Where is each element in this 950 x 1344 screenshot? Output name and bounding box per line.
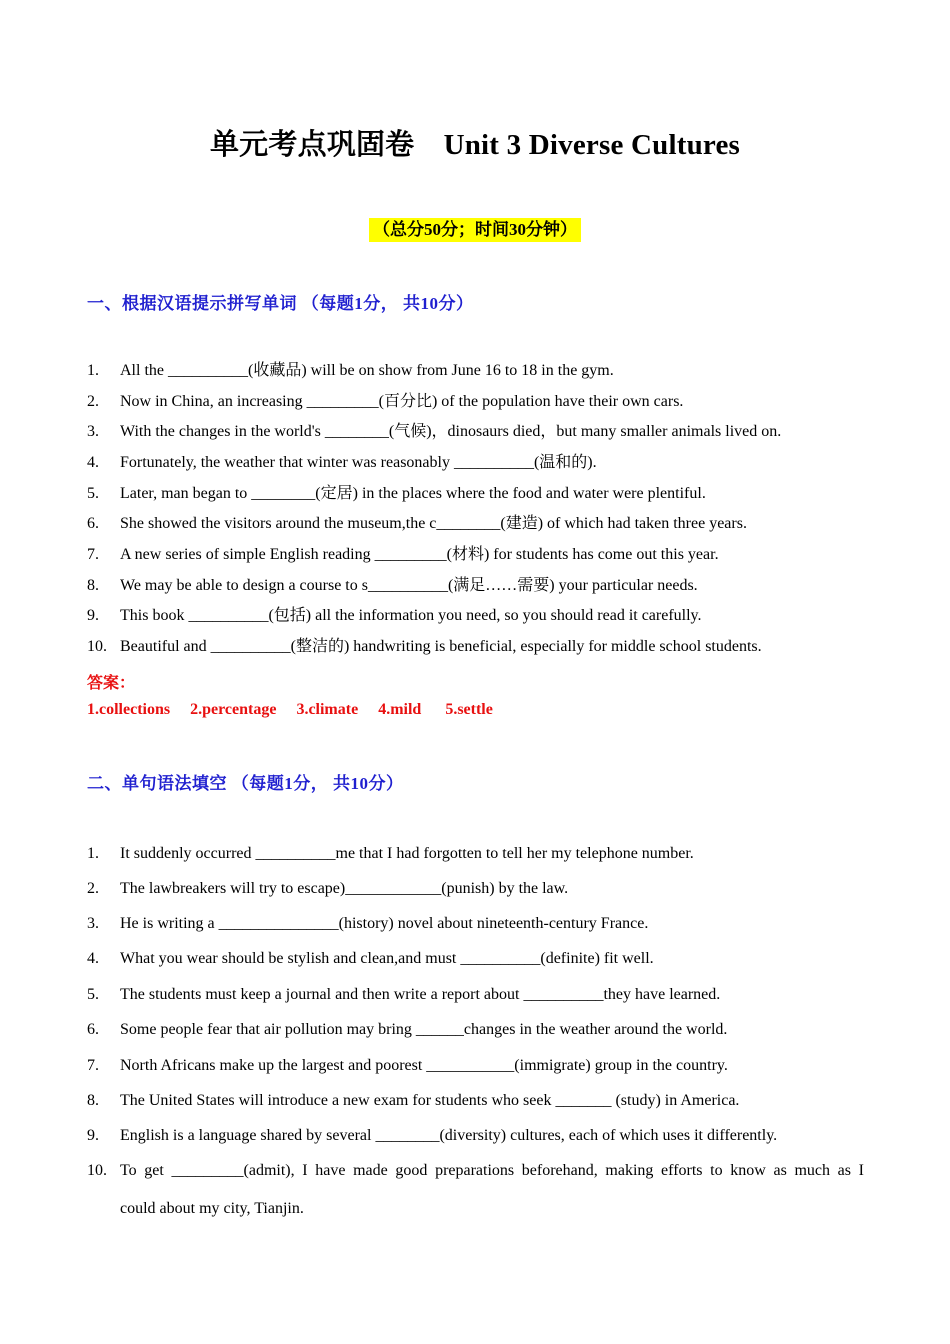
s1-question-8: 8. We may be able to design a course to s__________(满足……需要) your particular needs. [87, 577, 698, 594]
s1-question-2: 2. Now in China, an increasing _________(百分比) of the population have their own cars. [87, 393, 684, 410]
answer-item: 1.collections [87, 701, 171, 718]
answer-item: 3.climate [296, 701, 359, 718]
s2-question-2: 2. The lawbreakers will try to escape)____________(punish) by the law. [87, 880, 569, 897]
s2-question-7: 7. North Africans make up the largest and poorest ___________(immigrate) group in the country. [87, 1057, 728, 1074]
s1-question-10: 10. Beautiful and __________(整洁的) handwriting is beneficial, especially for middle school students. [87, 638, 762, 655]
s1-question-6: 6. She showed the visitors around the museum,the c________(建造) of which had taken three years. [87, 515, 747, 532]
s2-question-8: 8. The United States will introduce a new exam for students who seek _______ (study) in America. [87, 1092, 740, 1109]
s2-question-6: 6. Some people fear that air pollution may bring ______changes in the weather around the world. [87, 1021, 728, 1038]
s1-question-7: 7. A new series of simple English reading _________(材料) for students has come out this year. [87, 546, 719, 563]
s1-question-3: 3. With the changes in the world's ________(气候)，dinosaurs died，but many smaller animals lived on. [87, 423, 782, 440]
s2-question-10: 10. To get _________(admit), I have made good preparations beforehand, making efforts to know as much as I [87, 1162, 864, 1179]
s2-question-10-continuation: could about my city, Tianjin. [120, 1200, 304, 1217]
answer-item: 2.percentage [190, 701, 277, 718]
s1-question-4: 4. Fortunately, the weather that winter was reasonably __________(温和的). [87, 454, 597, 471]
s2-question-3: 3. He is writing a _______________(history) novel about nineteenth-century France. [87, 915, 649, 932]
answer-item: 4.mild [378, 701, 422, 718]
s2-question-9: 9. English is a language shared by several ________(diversity) cultures, each of which uses it differently. [87, 1127, 778, 1144]
score-time-highlight: （总分50分；时间30分钟） [369, 218, 581, 242]
s2-question-4: 4. What you wear should be stylish and clean,and must __________(definite) fit well. [87, 950, 654, 967]
s1-question-5: 5. Later, man began to ________(定居) in the places where the food and water were plentiful. [87, 485, 706, 502]
s1-question-1: 1. All the __________(收藏品) will be on show from June 16 to 18 in the gym. [87, 362, 614, 379]
answer-item: 5.settle [441, 701, 493, 718]
section1-heading: 一、根据汉语提示拼写单词 （每题1分， 共10分） [87, 294, 474, 313]
s2-question-5: 5. The students must keep a journal and then write a report about __________they have learned. [87, 986, 721, 1003]
answer-list [87, 701, 513, 719]
s2-question-1: 1. It suddenly occurred __________me that I had forgotten to tell her my telephone number. [87, 845, 694, 862]
s1-question-9: 9. This book __________(包括) all the information you need, so you should read it carefully. [87, 607, 702, 624]
page-title: 单元考点巩固卷 Unit 3 Diverse Cultures [209, 129, 741, 161]
score-time-info [0, 218, 950, 242]
section2-heading: 二、单句语法填空 （每题1分， 共10分） [87, 774, 404, 793]
answer-label: 答案： [87, 675, 136, 692]
